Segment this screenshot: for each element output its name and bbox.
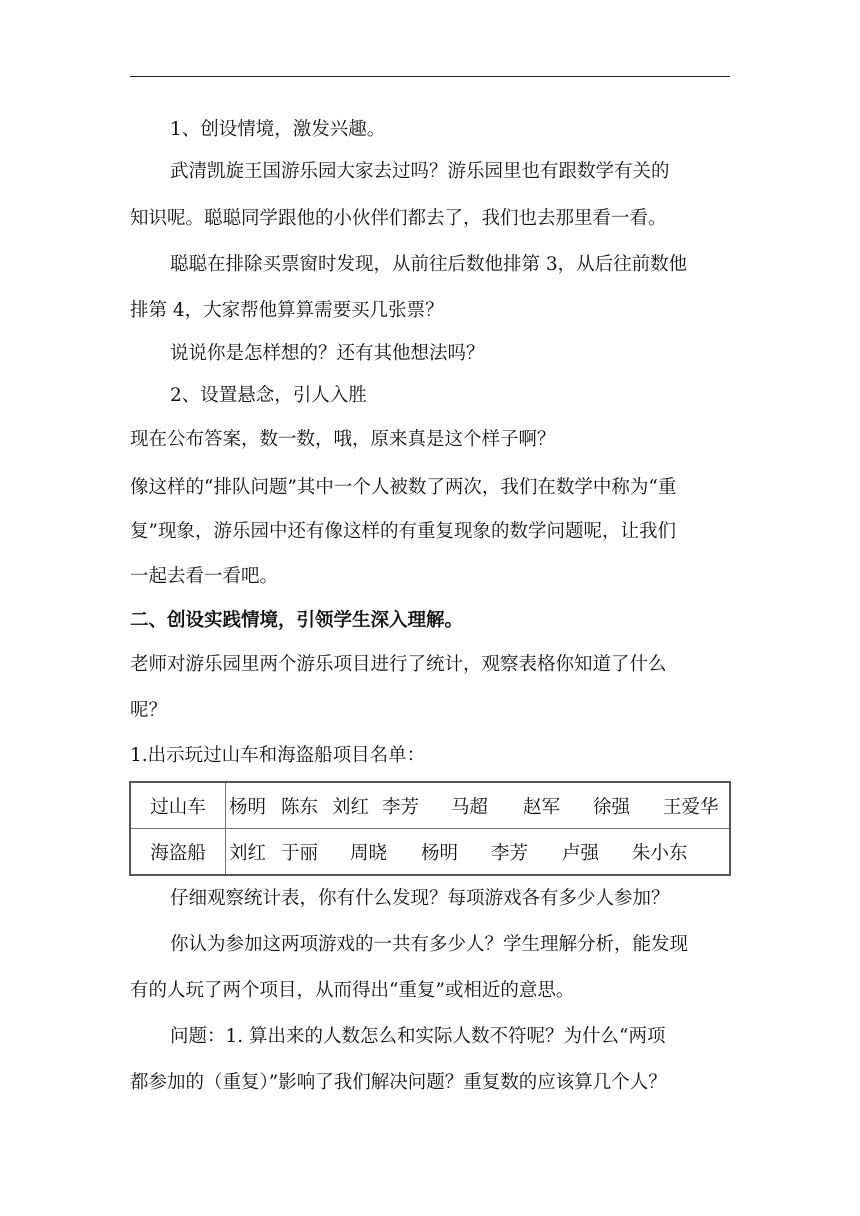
row-label: 过山车 bbox=[130, 782, 226, 829]
paragraph: 老师对游乐园里两个游乐项目进行了统计，观察表格你知道了什么 bbox=[130, 654, 667, 675]
names-cell bbox=[226, 829, 731, 876]
paragraph: 2、设置悬念，引人入胜 bbox=[170, 385, 367, 406]
names-cell bbox=[226, 782, 731, 829]
paragraph: 仔细观察统计表，你有什么发现？每项游戏各有多少人参加？ bbox=[170, 888, 670, 909]
paragraph: 聪聪在排除买票窗时发现，从前往后数他排第 3，从后往前数他 bbox=[170, 254, 688, 275]
name: 李芳 bbox=[382, 796, 420, 818]
paragraph: 问题：1. 算出来的人数怎么和实际人数不符呢？为什么“两项 bbox=[170, 1026, 666, 1047]
header-rule bbox=[130, 76, 730, 77]
name: 陈东 bbox=[281, 796, 319, 818]
name: 杨明 bbox=[421, 842, 459, 864]
paragraph: 排第 4，大家帮他算算需要买几张票？ bbox=[130, 300, 444, 321]
name: 马超 bbox=[451, 796, 489, 818]
name: 徐强 bbox=[593, 796, 631, 818]
name: 刘红 bbox=[332, 796, 370, 818]
paragraph: 你认为参加这两项游戏的一共有多少人？学生理解分析，能发现 bbox=[170, 934, 689, 955]
name: 朱小东 bbox=[632, 842, 688, 864]
table-row bbox=[130, 829, 730, 876]
paragraph: 知识呢。聪聪同学跟他的小伙伴们都去了，我们也去那里看一看。 bbox=[130, 208, 667, 229]
section-heading: 二、创设实践情境，引领学生深入理解。 bbox=[130, 610, 464, 631]
name: 赵军 bbox=[523, 796, 561, 818]
paragraph: 1.出示玩过山车和海盗船项目名单： bbox=[130, 745, 426, 766]
paragraph: 现在公布答案，数一数，哦，原来真是这个样子啊？ bbox=[130, 429, 556, 450]
name: 杨明 bbox=[229, 796, 267, 818]
paragraph: 说说你是怎样想的？还有其他想法吗？ bbox=[170, 343, 485, 364]
name: 王爱华 bbox=[663, 796, 719, 818]
name: 卢强 bbox=[562, 842, 600, 864]
name: 于丽 bbox=[281, 842, 319, 864]
paragraph: 像这样的“排队问题”其中一个人被数了两次，我们在数学中称为“重 bbox=[130, 477, 677, 498]
name: 周晓 bbox=[350, 842, 388, 864]
row-label: 海盗船 bbox=[130, 829, 226, 876]
paragraph: 1、创设情境，激发兴趣。 bbox=[170, 119, 386, 140]
name: 李芳 bbox=[491, 842, 529, 864]
paragraph: 复”现象，游乐园中还有像这样的有重复现象的数学问题呢，让我们 bbox=[130, 521, 676, 542]
paragraph: 都参加的（重复）”影响了我们解决问题？重复数的应该算几个人？ bbox=[130, 1072, 667, 1093]
paragraph: 武清凯旋王国游乐园大家去过吗？游乐园里也有跟数学有关的 bbox=[170, 161, 670, 182]
ride-names-table bbox=[129, 781, 731, 876]
table-row bbox=[130, 782, 730, 829]
paragraph: 有的人玩了两个项目，从而得出“重复”或相近的意思。 bbox=[130, 980, 575, 1001]
paragraph: 一起去看一看吧。 bbox=[130, 566, 279, 587]
paragraph: 呢？ bbox=[130, 700, 168, 721]
name: 刘红 bbox=[229, 842, 267, 864]
